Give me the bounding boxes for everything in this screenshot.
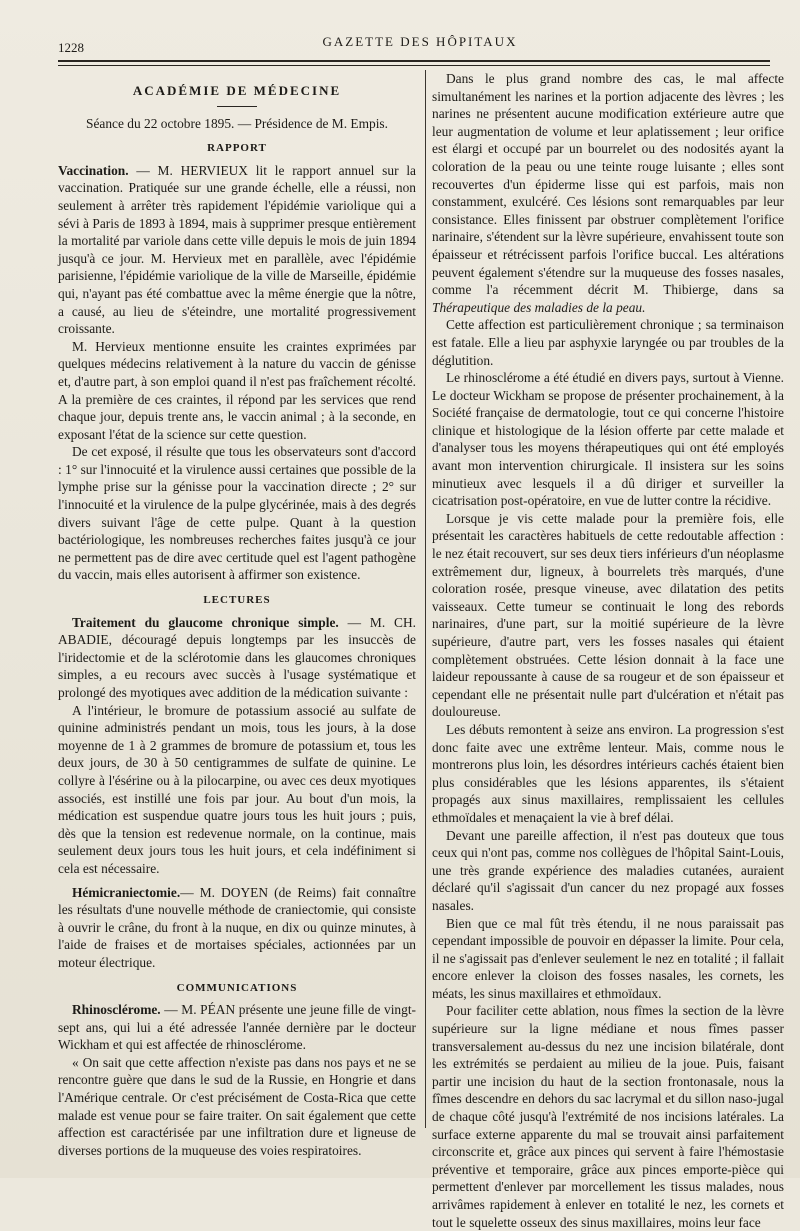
glaucome-paragraph [58,614,416,702]
seance-line: Séance du 22 octobre 1895. — Présidence de M. Empis. [86,115,388,131]
glaucome-paragraph-2: A l'intérieur, le bromure de potassium associé au sulfate de quinine administrés pendant un mois, tous les jours, à la dose moyenne de 1 à 2 grammes de bromure de potassium et, tous les deux jours, de 30 à 50 centigrammes de sulfate de quinine. Le collyre à l'ésérine ou à la pilocarpine, ou avec ces deux myotiques associés, est instillé une fois par jour. Au bout d'un mois, la médication est suspendue quatre jours tous les huit jours ; puis, dès que la tension est redevenue normale, on la continue, mais seulement deux jours tous les huit jours, et cela indéfiniment si cela est nécessaire. [58,702,416,876]
right-paragraph-3: Le rhinosclérome a été étudié en divers pays, surtout à Vienne. Le docteur Wickham se propose de présenter prochainement, à la Société française de dermatologie, tout ce qui concerne l'histoire clinique et histologique de la lésion offerte par cette malade et d'analyser tous les moyens thérapeutiques qui ont été employés avant mon intervention chirurgicale. Il insistera sur les soins minutieux avec lesquels il a dû diriger et surveiller la cicatrisation post-opératoire, en vue de lutter contre la récidive. [432,370,784,509]
hemi-paragraph [58,884,416,972]
right-paragraph-7: Bien que ce mal fût très étendu, il ne nous paraissait pas cependant impossible de pouvoir en dépasser la limite. Pour cela, il ne s'agissait pas d'enlever seulement le nez en totalité ; il fallait encore enlever la cloison des fosses nasales, les cornets, les méats, les sinus maxillaires et ethmoïdaux. [432,915,784,1001]
hemi-text: — M. DOYEN (de Reims) fait connaître les résultats d'une nouvelle méthode de craniectomie, qui consiste à ouvrir le crâne, du front à la nuque, en dix ou quinze minutes, à l'aide de fraises et de mortaises spéciales, actionnées par un moteur électrique. [58,884,416,970]
right-column [432,70,784,1231]
right-paragraph-8: Pour faciliter cette ablation, nous fîmes la section de la lèvre supérieure sur la ligne médiane et nous fîmes passer transversalement au-dessus du nez une incision bilatérale, dont les extrémités se perdaient au milieu de la joue. Puis, faisant partir une incision du haut de la section frontonasale, nous la fîmes descendre en dehors du sac lacrymal et du sillon naso-jugal de chaque côté jusqu'à l'extrémité de nos incisions latérales. La surface externe apparente du mal se trouvait ainsi parfaitement circonscrite et, grâce aux pinces qui servent à faire l'hémostasie préventive et temporaire, grâce aux pinces emporte-pièce qui permettent d'enlever par morcellement les tissus malades, nous arrivâmes rapidement à enlever en totalité le nez, les cornets et tout le squelette osseux des sinus maxillaires, moins leur face [432,1003,784,1230]
right-paragraph-1 [432,70,784,316]
rhino-text: — M. PÉAN présente une jeune fille de vingt-sept ans, qui lui a été adressée l'année dernière par le docteur Wickham et qui est affectée de rhinosclérome. [58,1002,416,1053]
communications-label: COMMUNICATIONS [176,981,298,994]
hemi-title: Hémicraniectomie. [72,884,181,900]
vaccination-paragraph-2: M. Hervieux mentionne ensuite les craintes exprimées par quelques médecins relativement à la nature du vaccin de génisse et, d'autre part, à son emploi quand il n'est pas fraîchement récolté. A la première de ces craintes, il répond par les services que rend chaque jour, depuis trente ans, le vaccin animal ; à la seconde, en exposant l'état de la science sur cette question. [58,338,416,442]
rhino-paragraph-2: « On sait que cette affection n'existe pas dans nos pays et ne se rencontre guère que dans le sud de la Russie, en Hongrie et dans l'Amérique centrale. Or c'est précisément de Costa-Rica que cette malade est venue pour se faire traiter. On sait également que cette affection est caractérisée par une infiltration dure et ligneuse de diverses portions de la muqueuse des voies respiratoires. [58,1054,416,1158]
column-separator [425,70,426,1128]
right-paragraph-6: Devant une pareille affection, il n'est pas douteux que tous ceux qui n'ont pas, comme nos collègues de l'hôpital Saint-Louis, une très grande expérience des maladies cutanées, auraient déclaré qu'il s'agissait d'un cancer du nez propagé aux fosses nasales. [432,827,784,913]
glaucome-title: Traitement du glaucome chronique simple. [72,614,339,630]
header-rule [58,60,770,66]
left-column [58,70,416,1159]
rhino-title: Rhinosclérome. [72,1002,161,1018]
right-p1-text: Dans le plus grand nombre des cas, le mal affecte simultanément les narines et la portion adjacente des lèvres ; les narines ne présentent aucune modification extérieure autre que leur augmentation de volume et leur aplatissement ; leur orifice est élargi et occupé par un bourrelet ou des nodosités ayant la coloration de la peau ou une teinte rouge luisante ; elles sont recouvertes d'un épiderme lisse qui est parfois, mais non constamment, exulcéré. Ces lésions sont remarquables par leur consistance. Elles finissent par obstruer complètement l'orifice narinaire, s'étendent sur la lèvre supérieure, envahissent toute son épaisseur et rétrécissent parfois l'orifice buccal. Les altérations peuvent également s'étendre sur la muqueuse des fosses nasales, comme l'a récemment décrit M. Thibierge, dans sa [432,71,784,298]
rhino-paragraph [58,1001,416,1054]
right-paragraph-2: Cette affection est particulièrement chronique ; sa terminaison est fatale. Elle a lieu par asphyxie laryngée ou par troubles de la déglutition. [432,317,784,368]
running-title: GAZETTE DES HÔPITAUX [322,34,518,49]
right-paragraph-4: Lorsque je vis cette malade pour la première fois, elle présentait les caractères habituels de cette redoutable affection : le nez était recouvert, sur ses deux tiers inférieurs d'un néoplasme extrêmement dur, ligneux, à bourrelets très marqués, d'une coloration rosée, presque vineuse, avec dilatation des petits vaisseaux. Cette tumeur se continuait le long des rebords narinaires, d'une part, sur la moitié supérieure de la lèvre supérieure, d'autre part, vers les fosses nasales qui étaient complètement obstruées. Cette lésion donnait à la face une laideur repoussante à cause de sa rougeur et de son épaisseur et cependant elle ne présentait nulle part d'ulcération et n'était pas douloureuse. [432,510,784,720]
section-heading-academie: ACADÉMIE DE MÉDECINE [132,83,342,98]
rapport-label: RAPPORT [207,142,267,155]
heading-rule [217,106,257,107]
right-p1-italic: Thérapeutique des maladies de la peau. [432,299,646,315]
vaccination-title: Vaccination. [58,162,129,178]
glaucome-text: — M. CH. ABADIE, découragé depuis longtemps par les insuccès de l'iridectomie et de la sclérotomie dans les glaucomes chroniques simples, a eu recours avec succès à l'usage systématique et prolongé des myotiques avec addition de la médication suivante : [58,614,417,700]
vaccination-text: — M. HERVIEUX lit le rapport annuel sur la vaccination. Pratiquée sur une grande échelle, elle a réussi, non seulement à arrêter très rapidement l'épidémie variolique qui a sévi à Paris de 1893 à 1894, mais à supprimer presque entièrement la mortalité par variole dans cette ville depuis le mois de juin 1894 jusqu'à ce jour. M. Hervieux met en parallèle, avec l'épidémie parisienne, l'épidémie variolique de la ville de Marseille, épidémie qui, n'ayant pas été combattue avec la même énergie que la nôtre, a causé, au lieu de s'éteindre, une mortalité progressivement croissante. [58,162,416,337]
lectures-label: LECTURES [203,594,271,607]
vaccination-paragraph-3: De cet exposé, il résulte que tous les observateurs sont d'accord : 1° sur l'innocuité et la virulence aussi certaines que possible de la lymphe prise sur la génisse pour la vaccination directe ; 2° sur l'innocuité et la virulence de la pulpe glycérinée, mais à des degrés divers suivant l'âge de cette pulpe. Quant à la question bactériologique, les nombreuses recherches faites jusqu'à ce jour ne permettent pas de dire avec certitude quel est l'agent pathogène du vaccin, mais elles autorisent à affirmer son existence. [58,444,416,583]
vaccination-paragraph [58,162,416,338]
right-paragraph-5: Les débuts remontent à seize ans environ. La progression s'est donc faite avec une extrême lenteur. Mais, comme nous le montrerons plus loin, les désordres intérieurs cachés étaient bien plus considérables que les lésions apparentes, ils s'étaient propagés aux sinus maxillaires, remplissaient les cellules ethmoïdales et menaçaient la vie à bref délai. [432,721,784,825]
page-number: 1228 [58,40,84,55]
